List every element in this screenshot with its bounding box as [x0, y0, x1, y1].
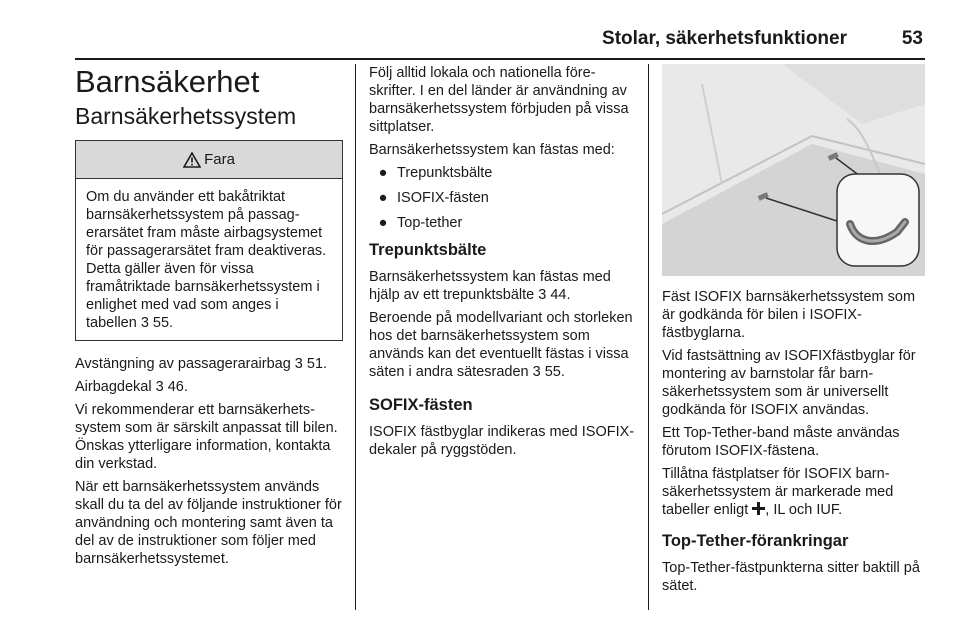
list-item: ● Top-tether [369, 214, 637, 232]
paragraph: Barnsäkerhetssystem kan fästas med: [369, 142, 615, 158]
warning-label: Fara [204, 151, 235, 168]
heading: Trepunktsbälte [369, 241, 487, 259]
column-3 [662, 64, 925, 600]
heading: Top-Tether-förankringar [662, 532, 849, 550]
paragraph: ISOFIX fästbyglar indikeras med ISOFIX-dekaler på ryggstöden. [369, 424, 635, 458]
list-item: ● Trepunktsbälte [369, 164, 637, 182]
warning-header [76, 141, 342, 179]
paragraph: Barnsäkerhetssystem kan fästas med hjälp av ett trepunktsbälte 3 44. [369, 269, 611, 303]
danger-warning-box [75, 140, 343, 341]
page-number: 53 [901, 28, 923, 49]
page-header [75, 14, 925, 60]
column-1 [75, 64, 343, 573]
header-title: Stolar, säkerhetsfunktioner [602, 28, 847, 49]
heading: SOFIX-fästen [369, 396, 473, 414]
section-title: Barnsäkerhet [75, 64, 260, 99]
paragraph: Avstängning av passagerarairbag 3 51. [75, 356, 328, 372]
paragraph: När ett barnsäkerhetssystem används skall du ta del av följande instruktioner för användning och montering samt även ta del av de instruktioner som följer med barnsäkerhetssystemet. [75, 479, 342, 567]
warning-text: Om du använder ett bakåtriktat barnsäkerhetssystem på passagerarsätet fram måste airbagsystemet för passagerarsätet fram deaktiveras. Detta gäller även för vissa framåtriktade barnsäkerhetssystem i enlighet med vad som anges i tabellen 3 55. [86, 189, 327, 331]
paragraph: Beroende på modellvariant och storleken hos det barnsäkerhetssystem som används kan det eventuellt fästas i vissa säten i andra sätesraden 3 55. [369, 310, 633, 380]
paragraph: Top-Tether-fästpunkterna sitter baktill på sätet. [662, 560, 920, 594]
column-divider [355, 64, 356, 610]
bullet-dot: ● [378, 215, 388, 231]
list-item: ● ISOFIX-fästen [369, 189, 637, 207]
paragraph: Fäst ISOFIX barnsäkerhetssystem som är godkända för bilen i ISOFIX-fästbyglarna. [662, 289, 916, 341]
paragraph: Följ alltid lokala och nationella föreskrifter. I en del länder är användning av barnsäkerhetssystem förbjuden på vissa sittplatser. [369, 65, 629, 135]
subsection-title: Barnsäkerhetssystem [75, 103, 297, 129]
warning-triangle-icon [183, 152, 201, 168]
paragraph: Ett Top-Tether-band måste användas förutom ISOFIX-fästena. [662, 425, 900, 459]
column-2 [369, 64, 637, 464]
bullet-dot: ● [378, 190, 388, 206]
bullet-dot: ● [378, 165, 388, 181]
bullet-list [369, 164, 637, 232]
paragraph: Vid fastsättning av ISOFIXfästbyglar för montering av barnstolar får barnsäkerhetssystem som är universellt godkända för ISOFIX användas. [662, 348, 916, 418]
column-divider [648, 64, 649, 610]
isofix-illustration [662, 64, 925, 276]
paragraph: Vi rekommenderar ett barnsäkerhetssystem som är särskilt anpassat till bilen. Önskas ytterligare information, kontakta din verkstad. [75, 402, 338, 472]
paragraph: Airbagdekal 3 46. [75, 379, 188, 395]
isofix-seat-illustration [662, 64, 925, 276]
isofix-cross-icon [752, 502, 765, 515]
paragraph: Tillåtna fästplatser för ISOFIX barnsäkerhetssystem är markerade med tabeller enligt , IL och IUF. [662, 466, 894, 518]
